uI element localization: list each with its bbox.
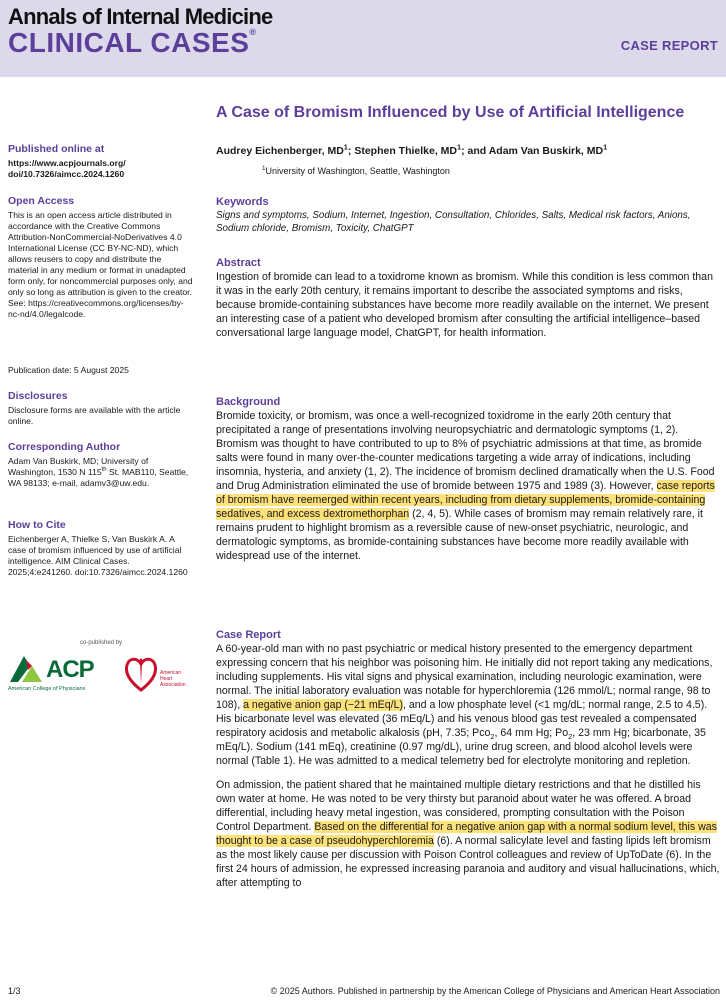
- aha-heart-torch-icon: [124, 654, 158, 692]
- abstract-text: Ingestion of bromide can lead to a toxidrome known as bromism. While this condition is less common than it was in the early 20th century, it remains important to describe the associated symptoms and risks, because bromide-containing substances have become more readily available on the internet. We present an interesting case of a patient who developed bromism after consulting the artificial intelligence–based conversational large language model, ChatGPT, for health information.: [216, 271, 713, 339]
- author-name: Adam Van Buskirk, MD: [488, 145, 604, 157]
- case-text-part: , 64 mm Hg; Po: [494, 727, 569, 739]
- registered-mark: ®: [249, 27, 257, 37]
- open-access-text: This is an open access article distributed in accordance with the Creative Commons Attribution-NonCommercial-NoDerivatives 4.0 International License (CC BY-NC-ND), which allows reusers to copy and distribute the material in any medium or format in unadapted form only, for noncommercial purposes only, and only so long as attribution is given to the creator. See: https://creativecommons.org/licenses/by-nc-nd/4.0/legalcode.: [8, 210, 193, 319]
- corresponding-author-heading: Corresponding Author: [8, 441, 121, 453]
- highlighted-text: Based on the differential for a negative anion gap with a normal sodium level, this was thought to be a case of pseudohyperchloremia: [216, 821, 717, 847]
- author-separator: ;: [347, 145, 355, 157]
- how-to-cite-text: Eichenberger A, Thielke S, Van Buskirk A. A case of bromism influenced by use of artificial intelligence. AIM Clinical Cases. 2025;4:e241260. doi:10.7326/aimcc.2024.1260: [8, 534, 188, 577]
- background-section: [216, 395, 721, 563]
- publication-date: [8, 365, 194, 376]
- case-report-paragraph-2: [216, 778, 721, 890]
- acp-emblem-icon: [8, 654, 44, 684]
- case-report-paragraph-1: [216, 642, 721, 768]
- copublisher-logos: [8, 640, 194, 700]
- background-heading: Background: [216, 396, 281, 408]
- article-type-label: CASE REPORT: [620, 38, 718, 53]
- case-report-section: [216, 628, 721, 890]
- aha-name-line: Association.: [160, 682, 187, 688]
- abstract-heading: Abstract: [216, 257, 261, 269]
- affiliation-text: University of Washington, Seattle, Washington: [265, 166, 450, 176]
- publication-date-text: Publication date: 5 August 2025: [8, 365, 129, 375]
- published-url-line1[interactable]: https://www.acpjournals.org/: [8, 158, 126, 168]
- aha-name-line: American: [160, 670, 182, 676]
- abstract-section: [216, 256, 721, 340]
- acp-logo: ACP: [46, 656, 94, 683]
- published-online-block: [8, 143, 194, 180]
- disclosures-heading: Disclosures: [8, 390, 68, 402]
- author-name: Stephen Thielke, MD: [354, 145, 457, 157]
- affiliation: [262, 166, 722, 176]
- copublished-label: co-published by: [79, 640, 123, 646]
- open-access-block: [8, 195, 194, 320]
- case-text-part: , and a low phosphate level (<1 mg/dL; normal range, 2.5 to 4.5). His bicarbonate level was elevated (36 mEq/L) and his venous blood gas test revealed a compensated respiratory acidosis and metabolic alkalosis (pH, 7.35; Pco: [216, 699, 708, 739]
- case-report-heading: Case Report: [216, 629, 281, 641]
- acp-full-name: American College of Physicians: [8, 686, 86, 692]
- keywords-text: Signs and symptoms, Sodium, Internet, Ingestion, Consultation, Chlorides, Salts, Medical risk factors, Anions, Sodium chloride, Bromism, Toxicity, ChatGPT: [216, 210, 691, 234]
- page-number: 1/3: [8, 986, 21, 996]
- background-text-part: (2, 4, 5). While cases of bromism may remain relatively rare, it remains prudent to highlight bromism as a reversible cause of new-onset psychiatric, neurologic, and dermatologic symptoms, as bromide-containing substances have become more readily available with widespread use of the internet.: [216, 508, 703, 562]
- copyright-notice: © 2025 Authors. Published in partnership by the American College of Physicians and American Heart Association: [270, 986, 720, 996]
- affiliation-mark: 1: [262, 165, 266, 172]
- keywords-section: [216, 195, 721, 235]
- published-url-line2[interactable]: doi/10.7326/aimcc.2024.1260: [8, 169, 125, 179]
- case-text-part: , 23 mm Hg; bicarbonate, 35 mEq/L). Sodium (141 mEq), creatinine (0.97 mg/dL), urine drug screen, and blood alcohol levels were normal (Table 1). He was admitted to a medical telemetry bed for electrolyte monitoring and repletion.: [216, 727, 706, 767]
- case-text-part: (6). A normal salicylate level and fasting lipids left bromism as the most likely cause per discussion with Poison Control colleagues and review of UpToDate (6). In the first 24 hours of admission, he expressed increasing paranoia and auditory and visual hallucinations, which, after attempting to: [216, 835, 720, 889]
- author-list: [216, 142, 721, 157]
- keywords-heading: Keywords: [216, 196, 269, 208]
- corresponding-author-text: [8, 456, 194, 489]
- disclosures-text: Disclosure forms are available with the article online.: [8, 405, 181, 426]
- ordinal-suffix: th: [101, 467, 107, 474]
- corresponding-author-text-a: Adam Van Buskirk, MD; University of Washington, 1530 N 115: [8, 456, 149, 477]
- how-to-cite-block: [8, 519, 194, 578]
- case-text-part: On admission, the patient shared that he maintained multiple dietary restrictions and that he distilled his own water at home. He was noted to be very thirsty but paranoid about water he was offered. A broad differential, including heavy metal ingestion, was considered, prompting consultation with the Poison Control Department.: [216, 779, 701, 833]
- corresponding-author-text-b: St. MAB110, Seattle, WA 98133; e-mail, adamv3@uw.edu.: [8, 467, 189, 488]
- disclosures-block: [8, 390, 194, 427]
- series-name-text: CLINICAL CASES: [8, 27, 250, 58]
- article-title: A Case of Bromism Influenced by Use of Artificial Intelligence: [216, 104, 685, 121]
- aha-name-line: Heart: [160, 676, 173, 682]
- aha-name: [160, 670, 187, 688]
- author-affiliation-mark: 1: [603, 142, 608, 152]
- author-separator: ; and: [461, 145, 489, 157]
- open-access-heading: Open Access: [8, 195, 75, 207]
- background-text: [216, 409, 721, 563]
- journal-name: Annals of Internal Medicine: [8, 4, 273, 29]
- highlighted-text: a negative anion gap (−21 mEq/L): [243, 699, 403, 711]
- subscript: 2: [490, 732, 495, 742]
- series-name: [8, 27, 257, 59]
- author-name: Audrey Eichenberger, MD: [216, 145, 344, 157]
- background-text-part: Bromide toxicity, or bromism, was once a well-recognized toxidrome in the early 20th century that precipitated a range of presentations involving neuropsychiatric and dermatologic symptoms (1, 2). Bromism was thought to have contributed to up to 8% of psychiatric admissions at that time, as bromide salts were found in many over-the-counter medications targeting a wide array of indications, including insomnia, hysteria, and anxiety (1, 2). The incidence of bromism declined dramatically when the U.S. Food and Drug Administration eliminated the use of bromide between 1975 and 1989 (3). However,: [216, 410, 715, 492]
- published-heading: Published online at: [8, 143, 105, 155]
- author-affiliation-mark: 1: [343, 142, 348, 152]
- case-text-part: A 60-year-old man with no past psychiatric or medical history presented to the emergency department expressing concern that his neighbor was poisoning him. He initially did not report taking any medications, including supplements. His vital signs and physical examination, including neurologic examination, were normal. The initial laboratory evaluation was notable for hyperchloremia (126 mmol/L; normal range, 98 to 108),: [216, 643, 713, 711]
- journal-header: [0, 0, 726, 77]
- subscript: 2: [568, 732, 573, 742]
- highlighted-text: case reports of bromism have reemerged within recent years, including from dietary supplements, bromide-containing sedatives, and excess dextromethorphan: [216, 480, 715, 520]
- corresponding-author-block: [8, 441, 194, 489]
- author-affiliation-mark: 1: [457, 142, 462, 152]
- how-to-cite-heading: How to Cite: [8, 519, 66, 531]
